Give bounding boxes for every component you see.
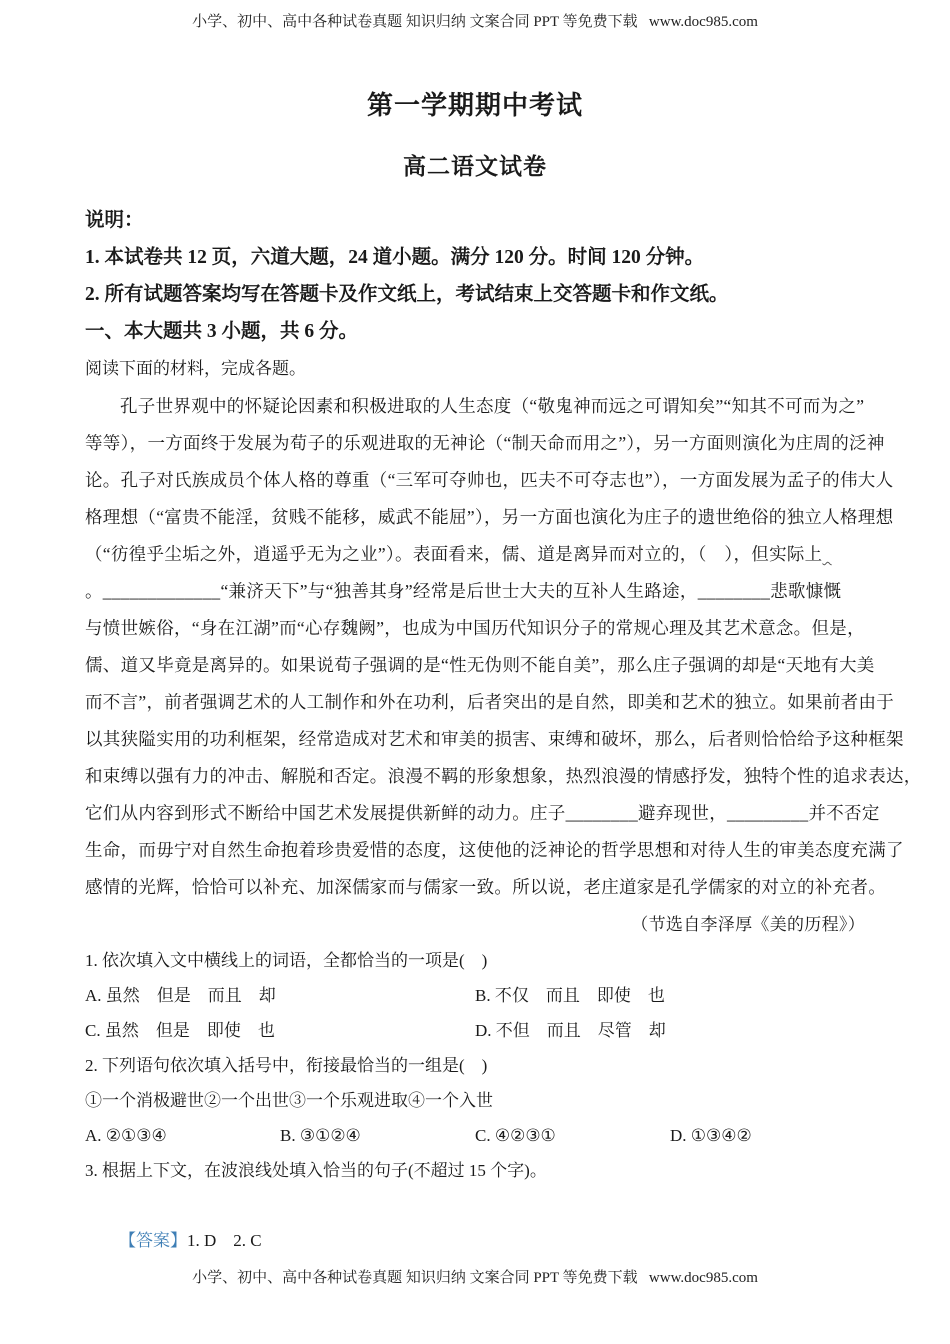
option-b: B. 不仅 而且 即使 也 [475,986,665,1005]
question-1-options-row [85,978,865,1013]
question-1-options-row [85,1013,865,1048]
passage-line: 和束缚以强有力的冲击、解脱和否定。浪漫不羁的形象想象，热烈浪漫的情感抒发，独特个性的追求表达， [85,766,922,786]
option-d: D. ①③④② [670,1126,752,1145]
exam-subtitle: 高二语文试卷 [403,154,547,179]
instructions-block [85,208,865,345]
passage-line: 孔子世界观中的怀疑论因素和积极进取的人生态度（“敬鬼神而远之可谓知矣”“知其不可而为之” [120,396,865,416]
option-a: A. 虽然 但是 而且 却 [85,986,276,1005]
reading-passage [85,388,922,943]
question-2-stem: 2. 下列语句依次填入括号中，衔接最恰当的一组是( ) [85,1056,488,1075]
passage-line: 而不言”，前者强调艺术的人工制作和外在功利，后者突出的是自然，即美和艺术的独立。如果前者由于 [85,692,895,712]
option-c: C. 虽然 但是 即使 也 [85,1021,275,1040]
question-2-items-line: ①一个消极避世②一个出世③一个乐观进取④一个入世 [85,1091,493,1110]
instruction-item: 2. 所有试题答案均写在答题卡及作文纸上，考试结束上交答题卡和作文纸。 [85,284,729,305]
wavy-underline-mark [822,539,836,576]
passage-source-attribution: （节选自李泽厚《美的历程》） [631,915,865,934]
document-content [0,90,950,1250]
section-heading: 一、本大题共 3 小题，共 6 分。 [85,321,359,342]
option-d: D. 不但 而且 尽管 却 [475,1021,666,1040]
passage-line: 生命，而毋宁对自然生命抱着珍贵爱惜的态度，这使他的泛神论的哲学思想和对待人生的审美态度充满了 [85,840,904,860]
option-c: C. ④②③① [475,1126,556,1145]
questions-block [85,943,865,1250]
site-footer-note: 小学、初中、高中各种试卷真题 知识归纳 文案合同 PPT 等免费下载 www.doc985.com [192,1270,758,1286]
passage-line: 以其狭隘实用的功利框架，经常造成对艺术和审美的损害、束缚和破坏，那么，后者则恰恰给予这种框架 [85,729,904,749]
passage-line: 感情的光辉，恰恰可以补充、加深儒家而与儒家一致。所以说，老庄道家是孔学儒家的对立的补充者。 [85,877,886,897]
passage-line [85,536,865,573]
passage-line: 它们从内容到形式不断给中国艺术发展提供新鲜的动力。庄子________避弃现世，_________并不否定 [85,803,880,823]
passage-line: 论。孔子对氏族成员个体人格的尊重（“三军可夺帅也，匹夫不可夺志也”），一方面发展为孟子的伟大人 [85,470,894,490]
answer-values: 1. D 2. C [187,1231,262,1250]
passage-line: 格理想（“富贵不能淫，贫贱不能移，威武不能屈”），另一方面也演化为庄子的遗世绝俗的独立人格理想 [85,507,894,527]
answer-label: 【答案】 [119,1231,187,1250]
passage-line: 儒、道又毕竟是离异的。如果说荀子强调的是“性无伪则不能自美”，那么庄子强调的却是“天地有大美 [85,655,875,675]
passage-line: 与愤世嫉俗，“身在江湖”而“心存魏阙”，也成为中国历代知识分子的常规心理及其艺术意念。但是， [85,618,865,638]
answer-line [85,1188,865,1250]
question-2-options-row [85,1118,865,1153]
instruction-item: 1. 本试卷共 12 页，六道大题，24 道小题。满分 120 分。时间 120 分钟。 [85,247,705,268]
site-header-note: 小学、初中、高中各种试卷真题 知识归纳 文案合同 PPT 等免费下载 www.doc985.com [192,14,758,30]
exam-title: 第一学期期中考试 [366,91,583,120]
option-b: B. ③①②④ [280,1126,361,1145]
passage-line: 。_____________“兼济天下”与“独善其身”经常是后世士大夫的互补人生路途，________悲歌慷慨 [85,581,842,601]
option-a: A. ②①③④ [85,1126,167,1145]
question-1-stem: 1. 依次填入文中横线上的词语，全都恰当的一项是( ) [85,951,488,970]
instructions-label: 说明： [85,210,144,231]
reading-prompt: 阅读下面的材料，完成各题。 [85,359,306,378]
passage-line: 等等），一方面终于发展为荀子的乐观进取的无神论（“制天命而用之”），另一方面则演化为庄周的泛神 [85,433,885,453]
question-3-stem: 3. 根据上下文，在波浪线处填入恰当的句子(不超过 15 个字)。 [85,1161,547,1180]
passage-line-text: （“彷徨乎尘垢之外，逍遥乎无为之业”）。表面看来，儒、道是离异而对立的，（ ），但实际上 [85,544,823,564]
